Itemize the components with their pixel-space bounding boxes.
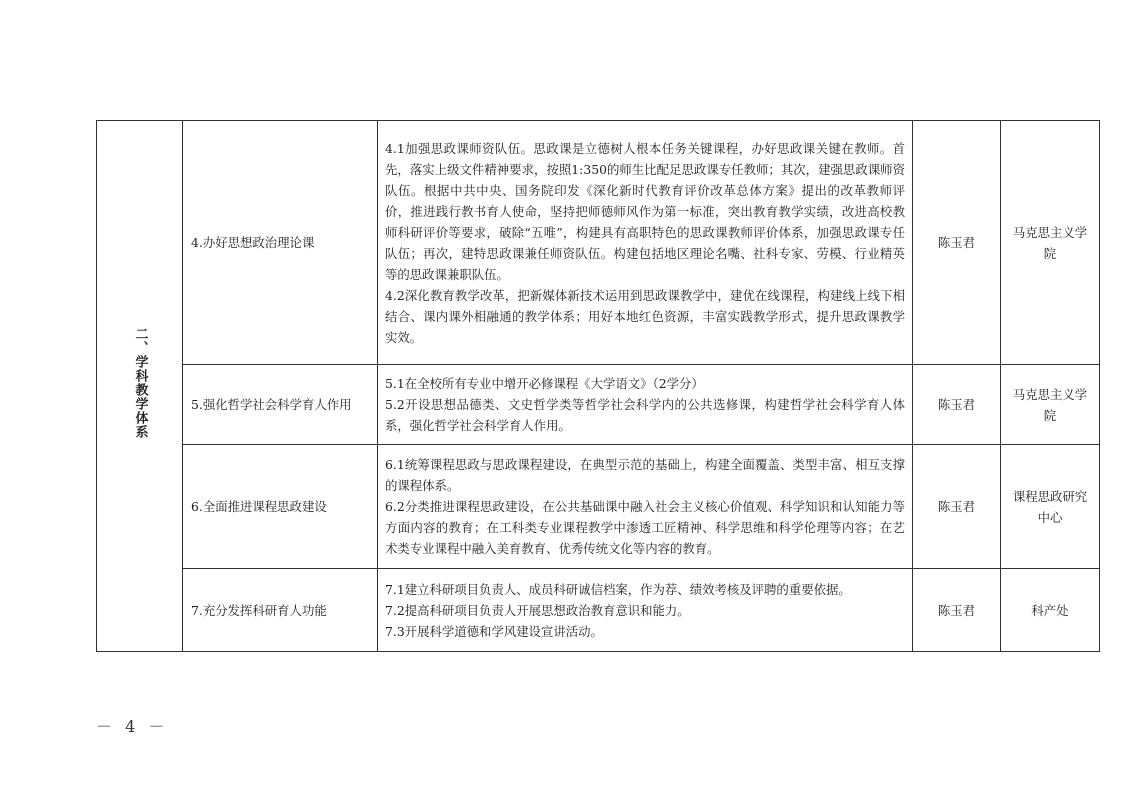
- person-cell: 陈玉君: [913, 445, 1001, 569]
- measure-item: 6.1统筹课程思政与思政课程建设，在典型示范的基础上，构建全面覆盖、类型丰富、相互支撑的课程体系。: [385, 457, 905, 493]
- table-row: [97, 121, 1100, 365]
- measure-cell: [378, 365, 913, 445]
- table-row: [97, 445, 1100, 569]
- task-cell: 7.充分发挥科研育人功能: [183, 569, 378, 652]
- measure-item: 7.2提高科研项目负责人开展思想政治教育意识和能力。: [385, 602, 690, 618]
- measure-item: 7.3开展科学道德和学风建设宣讲活动。: [385, 623, 603, 639]
- category-label: 二、学科教学体系: [132, 327, 148, 439]
- task-table: [96, 120, 1100, 652]
- task-cell: 6.全面推进课程思政建设: [183, 445, 378, 569]
- table-row: [97, 569, 1100, 652]
- measure-cell: [378, 121, 913, 365]
- measure-item: 4.1加强思政课师资队伍。思政课是立德树人根本任务关键课程，办好思政课关键在教师。首先，落实上级文件精神要求，按照1:350的师生比配足思政课专任教师；其次，建强思政课师资队伍。根据中共中央、国务院印发《深化新时代教育评价改革总体方案》提出的改革教师评价，推进践行教书育人使命，坚持把师德师风作为第一标准，突出教育教学实绩，改进高校教师科研评价等要求，破除“五唯”，构建具有高职特色的思政课教师评价体系，加强思政课专任队伍；再次，建特思政课兼任师资队伍。构建包括地区理论名嘴、社科专家、劳模、行业精英等的思政课兼职队伍。: [385, 140, 905, 282]
- page-number: － 4 －: [96, 717, 169, 736]
- measure-item: 5.2开设思想品德类、文史哲学类等哲学社会科学内的公共选修课，构建哲学社会科学育人体系，强化哲学社会科学育人作用。: [385, 397, 905, 433]
- measure-cell: [378, 445, 913, 569]
- person-cell: 陈玉君: [913, 121, 1001, 365]
- measure-item: 6.2分类推进课程思政建设，在公共基础课中融入社会主义核心价值观、科学知识和认知能力等方面内容的教育；在工科类专业课程教学中渗透工匠精神、科学思维和科学伦理等内容；在艺术类专业课程中融入美育教育、优秀传统文化等内容的教育。: [385, 499, 905, 556]
- person-cell: 陈玉君: [913, 569, 1001, 652]
- task-cell: 5.强化哲学社会科学育人作用: [183, 365, 378, 445]
- task-cell: 4.办好思想政治理论课: [183, 121, 378, 365]
- dept-cell: 课程思政研究中心: [1001, 445, 1100, 569]
- person-cell: 陈玉君: [913, 365, 1001, 445]
- dept-cell: 科产处: [1001, 569, 1100, 652]
- dept-cell: 马克思主义学院: [1001, 365, 1100, 445]
- measure-item: 4.2深化教育教学改革，把新媒体新技术运用到思政课教学中，建优在线课程，构建线上线下相结合、课内课外相融通的教学体系；用好本地红色资源，丰富实践教学形式，提升思政课教学实效。: [385, 287, 905, 345]
- table-row: [97, 365, 1100, 445]
- measure-cell: [378, 569, 913, 652]
- measure-item: 5.1在全校所有专业中增开必修课程《大学语文》（2学分）: [385, 376, 704, 391]
- dept-cell: 马克思主义学院: [1001, 121, 1100, 365]
- measure-item: 7.1建立科研项目负责人、成员科研诚信档案，作为荐、绩效考核及评聘的重要依据。: [385, 581, 851, 597]
- category-cell: [97, 121, 183, 652]
